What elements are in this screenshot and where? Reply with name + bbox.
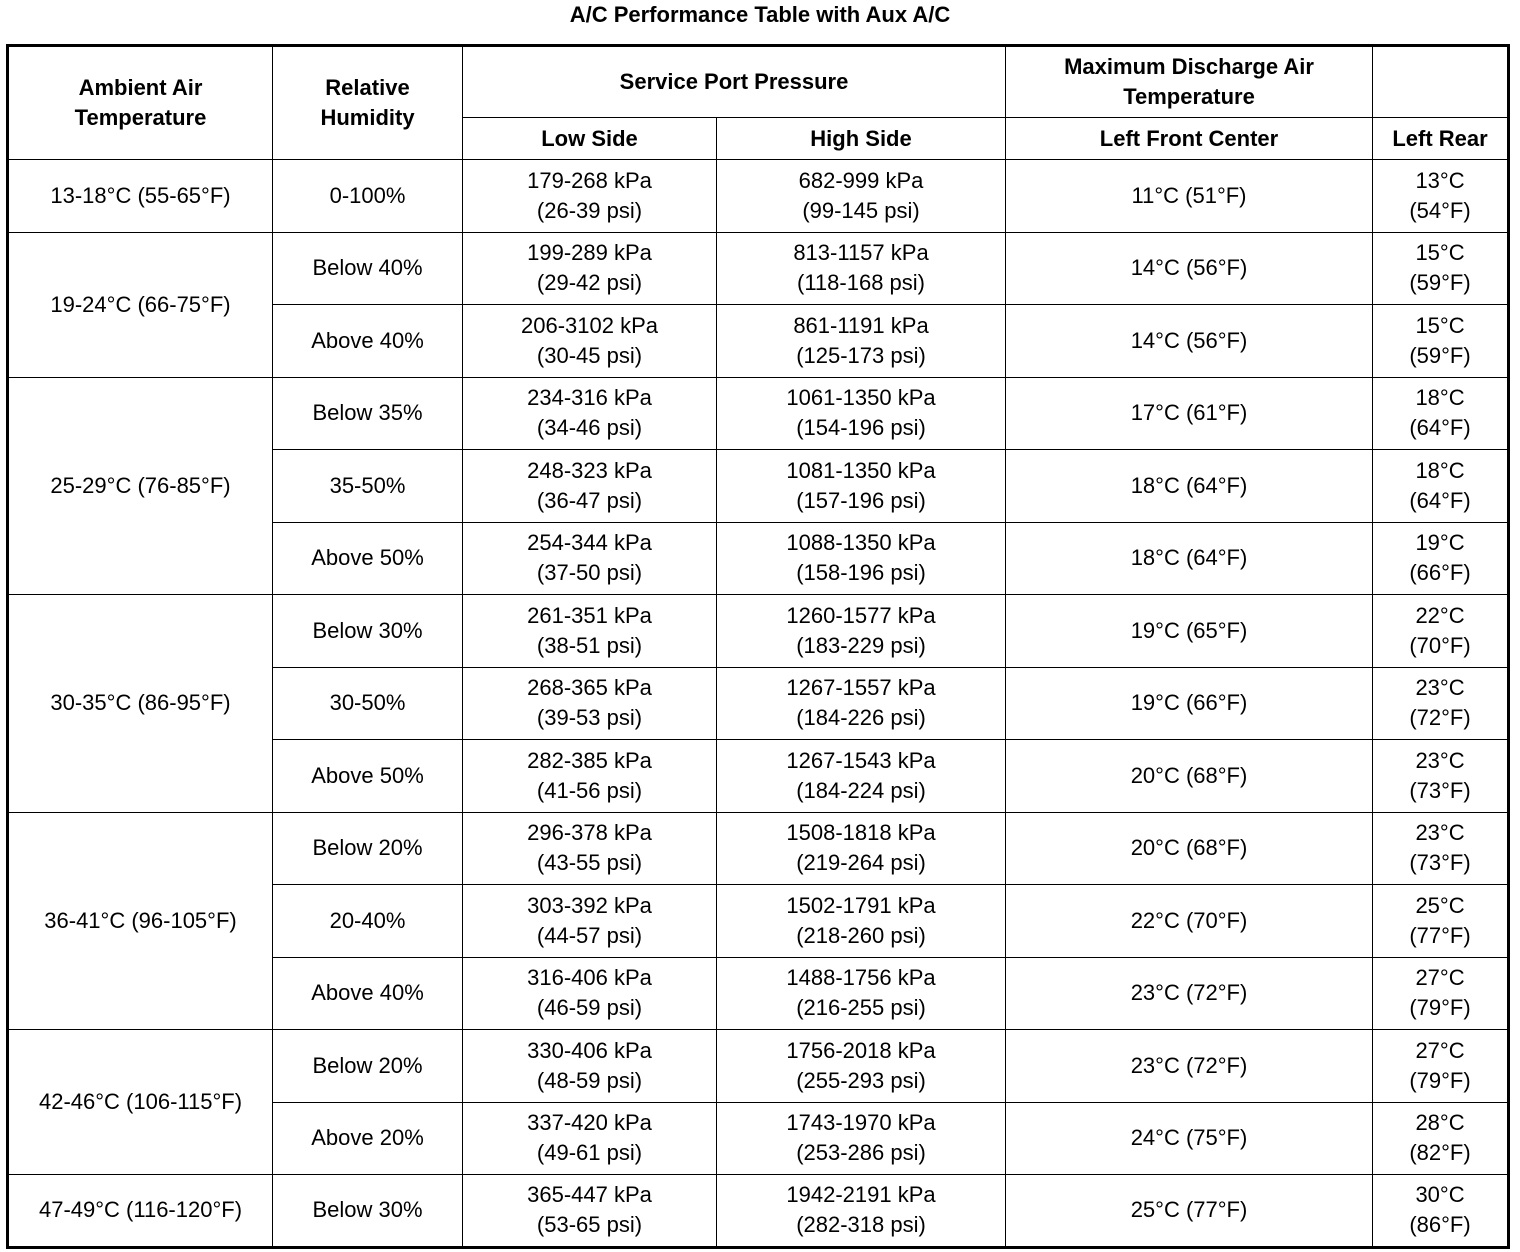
blank-header [1373, 46, 1509, 118]
high-side-cell [717, 305, 1006, 378]
cell-text-line: (46-59 psi) [536, 995, 643, 1021]
cell-text-line: 206-3102 kPa [521, 312, 658, 338]
service-port-header: Service Port Pressure [463, 46, 1006, 118]
cell-text-line: (48-59 psi) [536, 1067, 643, 1093]
ambient-temperature-cell: 13-18°C (55-65°F) [8, 160, 273, 233]
cell-text-line: 15°C [1415, 240, 1465, 266]
cell-text-line: 861-1191 kPa [793, 312, 929, 338]
humidity-cell: Above 50% [273, 522, 463, 595]
ambient-temperature-cell: 30-35°C (86-95°F) [8, 595, 273, 813]
cell-text-line: (37-50 psi) [536, 560, 643, 586]
cell-text-line: (64°F) [1409, 415, 1471, 441]
humidity-cell: Above 20% [273, 1102, 463, 1175]
cell-text-line: 330-406 kPa [527, 1037, 652, 1063]
high-side-cell [717, 160, 1006, 233]
low-side-cell [463, 812, 717, 885]
low-side-cell [463, 885, 717, 958]
cell-text-line: (184-226 psi) [796, 705, 926, 731]
cell-text-line: (54°F) [1409, 197, 1471, 223]
high-side-cell [717, 957, 1006, 1030]
cell-text-line: 27°C [1415, 965, 1465, 991]
cell-text-line: (79°F) [1409, 995, 1471, 1021]
cell-text-line: (41-56 psi) [536, 777, 643, 803]
humidity-cell: Above 40% [273, 305, 463, 378]
left-front-center-cell: 19°C (66°F) [1006, 667, 1373, 740]
low-side-cell [463, 1030, 717, 1103]
cell-text-line: 234-316 kPa [527, 385, 652, 411]
ambient-temperature-cell: 19-24°C (66-75°F) [8, 232, 273, 377]
low-side-cell [463, 160, 717, 233]
table-row [8, 1030, 1509, 1103]
cell-text-line: 296-378 kPa [527, 820, 652, 846]
cell-text-line: (64°F) [1409, 487, 1471, 513]
left-rear-cell [1373, 232, 1509, 305]
cell-text-line: 261-351 kPa [527, 602, 652, 628]
left-front-center-cell: 23°C (72°F) [1006, 957, 1373, 1030]
table-row [8, 1175, 1509, 1248]
cell-text-line: (34-46 psi) [536, 415, 643, 441]
humidity-cell: 0-100% [273, 160, 463, 233]
humidity-cell: Below 35% [273, 377, 463, 450]
left-front-center-header: Left Front Center [1006, 118, 1373, 160]
left-rear-cell [1373, 812, 1509, 885]
cell-text-line: (36-47 psi) [536, 487, 643, 513]
cell-text-line: (216-255 psi) [796, 995, 926, 1021]
left-rear-cell [1373, 1102, 1509, 1175]
cell-text-line: 19°C [1415, 530, 1465, 556]
left-front-center-cell: 14°C (56°F) [1006, 232, 1373, 305]
cell-text-line: (158-196 psi) [796, 560, 926, 586]
cell-text-line: (26-39 psi) [536, 197, 643, 223]
cell-text-line: 254-344 kPa [527, 530, 652, 556]
left-front-center-cell: 11°C (51°F) [1006, 160, 1373, 233]
cell-text-line: 23°C [1415, 820, 1465, 846]
cell-text-line: (30-45 psi) [536, 342, 643, 368]
low-side-cell [463, 595, 717, 668]
cell-text-line: (38-51 psi) [536, 632, 643, 658]
max-discharge-header: Maximum Discharge Air Temperature [1006, 46, 1373, 118]
cell-text-line: (73°F) [1409, 850, 1471, 876]
cell-text-line: 282-385 kPa [527, 747, 652, 773]
left-front-center-cell: 17°C (61°F) [1006, 377, 1373, 450]
performance-table [6, 44, 1510, 1249]
cell-text-line: (255-293 psi) [796, 1067, 926, 1093]
cell-text-line: (184-224 psi) [796, 777, 926, 803]
left-front-center-cell: 24°C (75°F) [1006, 1102, 1373, 1175]
low-side-cell [463, 522, 717, 595]
cell-text-line: 1061-1350 kPa [786, 385, 936, 411]
cell-text-line: 25°C [1415, 892, 1465, 918]
cell-text-line: 27°C [1415, 1037, 1465, 1063]
left-rear-cell [1373, 1030, 1509, 1103]
cell-text-line: (29-42 psi) [536, 270, 643, 296]
cell-text-line: (77°F) [1409, 922, 1471, 948]
table-row [8, 595, 1509, 668]
cell-text-line: (183-229 psi) [796, 632, 926, 658]
low-side-cell [463, 1175, 717, 1248]
high-side-cell [717, 812, 1006, 885]
cell-text-line: (59°F) [1409, 270, 1471, 296]
low-side-header: Low Side [463, 118, 717, 160]
left-front-center-cell: 18°C (64°F) [1006, 522, 1373, 595]
high-side-cell [717, 740, 1006, 813]
cell-text-line: 337-420 kPa [527, 1110, 652, 1136]
cell-text-line: 1942-2191 kPa [786, 1182, 936, 1208]
left-front-center-cell: 20°C (68°F) [1006, 812, 1373, 885]
cell-text-line: (70°F) [1409, 632, 1471, 658]
high-side-cell [717, 885, 1006, 958]
cell-text-line: 13°C [1415, 167, 1465, 193]
left-front-center-cell: 18°C (64°F) [1006, 450, 1373, 523]
low-side-cell [463, 740, 717, 813]
cell-text-line: (99-145 psi) [802, 197, 920, 223]
table-row [8, 160, 1509, 233]
cell-text-line: 23°C [1415, 675, 1465, 701]
high-side-header: High Side [717, 118, 1006, 160]
table-header [8, 46, 1509, 160]
cell-text-line: 179-268 kPa [527, 167, 652, 193]
cell-text-line: (72°F) [1409, 705, 1471, 731]
cell-text-line: 303-392 kPa [527, 892, 652, 918]
cell-text-line: 248-323 kPa [527, 457, 652, 483]
cell-text-line: (39-53 psi) [536, 705, 643, 731]
high-side-cell [717, 522, 1006, 595]
cell-text-line: 199-289 kPa [527, 240, 652, 266]
cell-text-line: 1756-2018 kPa [786, 1037, 936, 1063]
left-rear-cell [1373, 450, 1509, 523]
high-side-cell [717, 595, 1006, 668]
cell-text-line: (218-260 psi) [796, 922, 926, 948]
cell-text-line: (82°F) [1409, 1140, 1471, 1166]
low-side-cell [463, 667, 717, 740]
humidity-cell: Below 40% [273, 232, 463, 305]
ambient-temperature-cell: 42-46°C (106-115°F) [8, 1030, 273, 1175]
cell-text-line: 30°C [1415, 1182, 1465, 1208]
cell-text-line: 18°C [1415, 457, 1465, 483]
cell-text-line: 1081-1350 kPa [786, 457, 936, 483]
left-rear-cell [1373, 595, 1509, 668]
cell-text-line: (157-196 psi) [796, 487, 926, 513]
cell-text-line: (79°F) [1409, 1067, 1471, 1093]
humidity-cell: Below 30% [273, 595, 463, 668]
cell-text-line: (53-65 psi) [536, 1212, 643, 1238]
left-rear-cell [1373, 885, 1509, 958]
cell-text-line: (44-57 psi) [536, 922, 643, 948]
humidity-cell: Below 20% [273, 812, 463, 885]
cell-text-line: (43-55 psi) [536, 850, 643, 876]
high-side-cell [717, 1102, 1006, 1175]
humidity-cell: Above 40% [273, 957, 463, 1030]
left-rear-cell [1373, 305, 1509, 378]
high-side-cell [717, 377, 1006, 450]
cell-text-line: 813-1157 kPa [793, 240, 929, 266]
cell-text-line: 15°C [1415, 312, 1465, 338]
ambient-temperature-cell: 47-49°C (116-120°F) [8, 1175, 273, 1248]
cell-text-line: 1260-1577 kPa [786, 602, 936, 628]
cell-text-line: (49-61 psi) [536, 1140, 643, 1166]
cell-text-line: (59°F) [1409, 342, 1471, 368]
cell-text-line: 268-365 kPa [527, 675, 652, 701]
left-front-center-cell: 19°C (65°F) [1006, 595, 1373, 668]
cell-text-line: (125-173 psi) [796, 342, 926, 368]
cell-text-line: 1508-1818 kPa [786, 820, 936, 846]
cell-text-line: (86°F) [1409, 1212, 1471, 1238]
low-side-cell [463, 450, 717, 523]
cell-text-line: 682-999 kPa [798, 167, 924, 193]
table-body [8, 160, 1509, 1248]
table-row [8, 377, 1509, 450]
humidity-cell: 30-50% [273, 667, 463, 740]
humidity-cell: Above 50% [273, 740, 463, 813]
cell-text-line: (154-196 psi) [796, 415, 926, 441]
left-rear-cell [1373, 522, 1509, 595]
table-title: A/C Performance Table with Aux A/C [569, 2, 951, 27]
left-front-center-cell: 14°C (56°F) [1006, 305, 1373, 378]
cell-text-line: 1267-1557 kPa [786, 675, 936, 701]
cell-text-line: 365-447 kPa [527, 1182, 652, 1208]
cell-text-line: 23°C [1415, 747, 1465, 773]
cell-text-line: 1088-1350 kPa [786, 530, 936, 556]
cell-text-line: 1743-1970 kPa [786, 1110, 936, 1136]
left-front-center-cell: 25°C (77°F) [1006, 1175, 1373, 1248]
cell-text-line: 1488-1756 kPa [786, 965, 936, 991]
left-rear-cell [1373, 957, 1509, 1030]
ambient-temperature-cell: 36-41°C (96-105°F) [8, 812, 273, 1030]
ambient-temperature-cell: 25-29°C (76-85°F) [8, 377, 273, 595]
humidity-cell: 35-50% [273, 450, 463, 523]
cell-text-line: (118-168 psi) [797, 270, 925, 296]
cell-text-line: (253-286 psi) [796, 1140, 926, 1166]
ambient-header: Ambient Air Temperature [8, 46, 273, 160]
table-row [8, 812, 1509, 885]
left-front-center-cell: 22°C (70°F) [1006, 885, 1373, 958]
table-row [8, 232, 1509, 305]
cell-text-line: 22°C [1415, 602, 1465, 628]
left-rear-cell [1373, 667, 1509, 740]
humidity-header: Relative Humidity [273, 46, 463, 160]
cell-text-line: 1502-1791 kPa [786, 892, 936, 918]
humidity-cell: Below 20% [273, 1030, 463, 1103]
high-side-cell [717, 1175, 1006, 1248]
cell-text-line: 18°C [1415, 385, 1465, 411]
high-side-cell [717, 1030, 1006, 1103]
left-rear-cell [1373, 377, 1509, 450]
left-rear-header: Left Rear [1373, 118, 1509, 160]
cell-text-line: (66°F) [1409, 560, 1471, 586]
humidity-cell: Below 30% [273, 1175, 463, 1248]
left-rear-cell [1373, 740, 1509, 813]
left-rear-cell [1373, 1175, 1509, 1248]
cell-text-line: 1267-1543 kPa [786, 747, 936, 773]
high-side-cell [717, 667, 1006, 740]
low-side-cell [463, 957, 717, 1030]
cell-text-line: (73°F) [1409, 777, 1471, 803]
humidity-cell: 20-40% [273, 885, 463, 958]
cell-text-line: 316-406 kPa [527, 965, 652, 991]
low-side-cell [463, 377, 717, 450]
low-side-cell [463, 1102, 717, 1175]
cell-text-line: (282-318 psi) [796, 1212, 926, 1238]
high-side-cell [717, 450, 1006, 523]
low-side-cell [463, 232, 717, 305]
left-front-center-cell: 20°C (68°F) [1006, 740, 1373, 813]
left-front-center-cell: 23°C (72°F) [1006, 1030, 1373, 1103]
left-rear-cell [1373, 160, 1509, 233]
cell-text-line: 28°C [1415, 1110, 1465, 1136]
low-side-cell [463, 305, 717, 378]
high-side-cell [717, 232, 1006, 305]
cell-text-line: (219-264 psi) [796, 850, 926, 876]
